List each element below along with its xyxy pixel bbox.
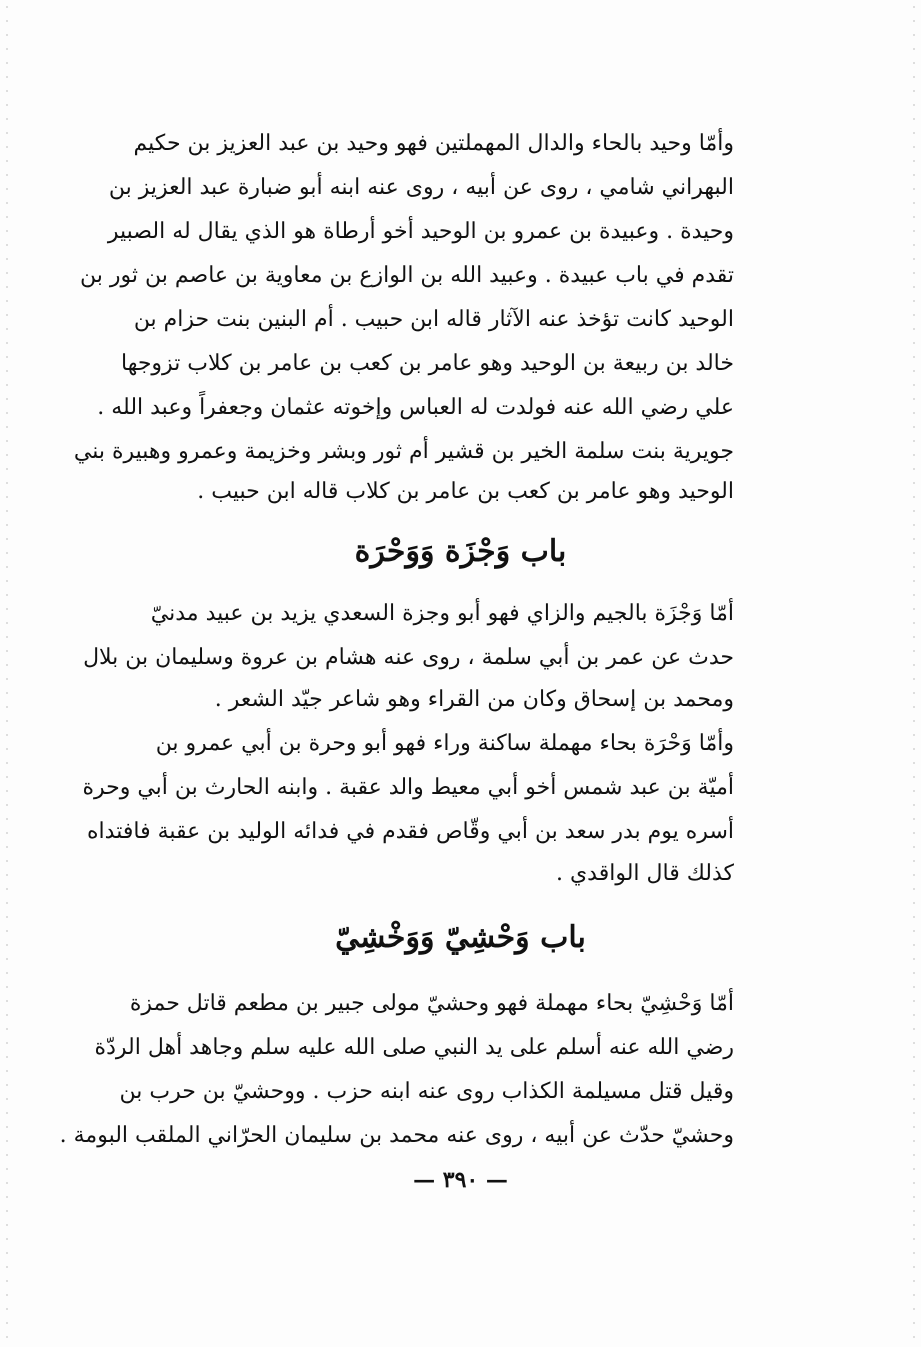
text-line: الوحيد وهو عامر بن كعب بن عامر بن كلاب قاله ابن حبيب . [197,479,734,504]
text-line: أميّة بن عبد شمس أخو أبي معيط والد عقبة . وابنه الحارث بن أبي وحرة [82,775,734,800]
scan-margin-dots-right [913,0,915,1347]
text-line: أمّا وَجْزَة بالجيم والزاي فهو أبو وجزة السعدي يزيد بن عبيد مدنيّ [150,601,734,626]
text-line: وحشيّ حدّث عن أبيه ، روى عنه محمد بن سليمان الحرّاني الملقب البومة . [59,1123,734,1148]
text-line: ومحمد بن إسحاق وكان من القراء وهو شاعر جيّد الشعر . [214,687,734,712]
text-line: الوحيد كانت تؤخذ عنه الآثار قاله ابن حبيب . أم البنين بنت حزام بن [133,307,734,332]
scan-margin-dots-left [6,0,8,1347]
text-line: جويرية بنت سلمة الخير بن قشير أم ثور وبشر وخزيمة وعمرو وهبيرة بني [73,439,734,464]
text-line: وأمّا وَحْرَة بحاء مهملة ساكنة وراء فهو أبو وحرة بن أبي عمرو بن [155,731,734,756]
text-line: تقدم في باب عبيدة . وعبيد الله بن الوازع بن معاوية بن عاصم بن ثور بن [80,263,734,288]
section-heading-wahshi-wakhshi: باب وَحْشِيّ وَوَخْشِيّ [335,920,586,955]
text-line: وأمّا وحيد بالحاء والدال المهملتين فهو وحيد بن عبد العزيز بن حكيم [133,131,734,156]
text-line: وحيدة . وعبيدة بن عمرو بن الوحيد أخو أرطاة هو الذي يقال له الصبير [107,219,734,244]
text-line: خالد بن ربيعة بن الوحيد وهو عامر بن كعب بن عامر بن كلاب تزوجها [120,351,734,376]
text-line: وقيل قتل مسيلمة الكذاب روى عنه ابنه حزب . ووحشيّ بن حرب بن [119,1079,734,1104]
text-line: رضي الله عنه أسلم على يد النبي صلى الله عليه سلم وجاهد أهل الردّة [94,1035,734,1060]
section-heading-wajza-wahra: باب وَجْزَة وَوَحْرَة [354,534,567,569]
text-line: حدث عن عمر بن أبي سلمة ، روى عنه هشام بن عروة وسليمان بن بلال [83,645,734,670]
text-line: البهراني شامي ، روى عن أبيه ، روى عنه ابنه أبو ضبارة عبد العزيز بن [108,175,734,200]
page-number: — ٣٩٠ — [413,1167,508,1193]
text-line: أسره يوم بدر سعد بن أبي وقّاص فقدم في فدائه الوليد بن عقبة فافتداه [87,819,734,844]
text-line: علي رضي الله عنه فولدت له العباس وإخوته عثمان وجعفراً وعبد الله . [97,395,734,420]
text-line: كذلك قال الواقدي . [555,861,734,886]
text-line: أمّا وَحْشِيّ بحاء مهملة فهو وحشيّ مولى جبير بن مطعم قاتل حمزة [129,991,734,1016]
